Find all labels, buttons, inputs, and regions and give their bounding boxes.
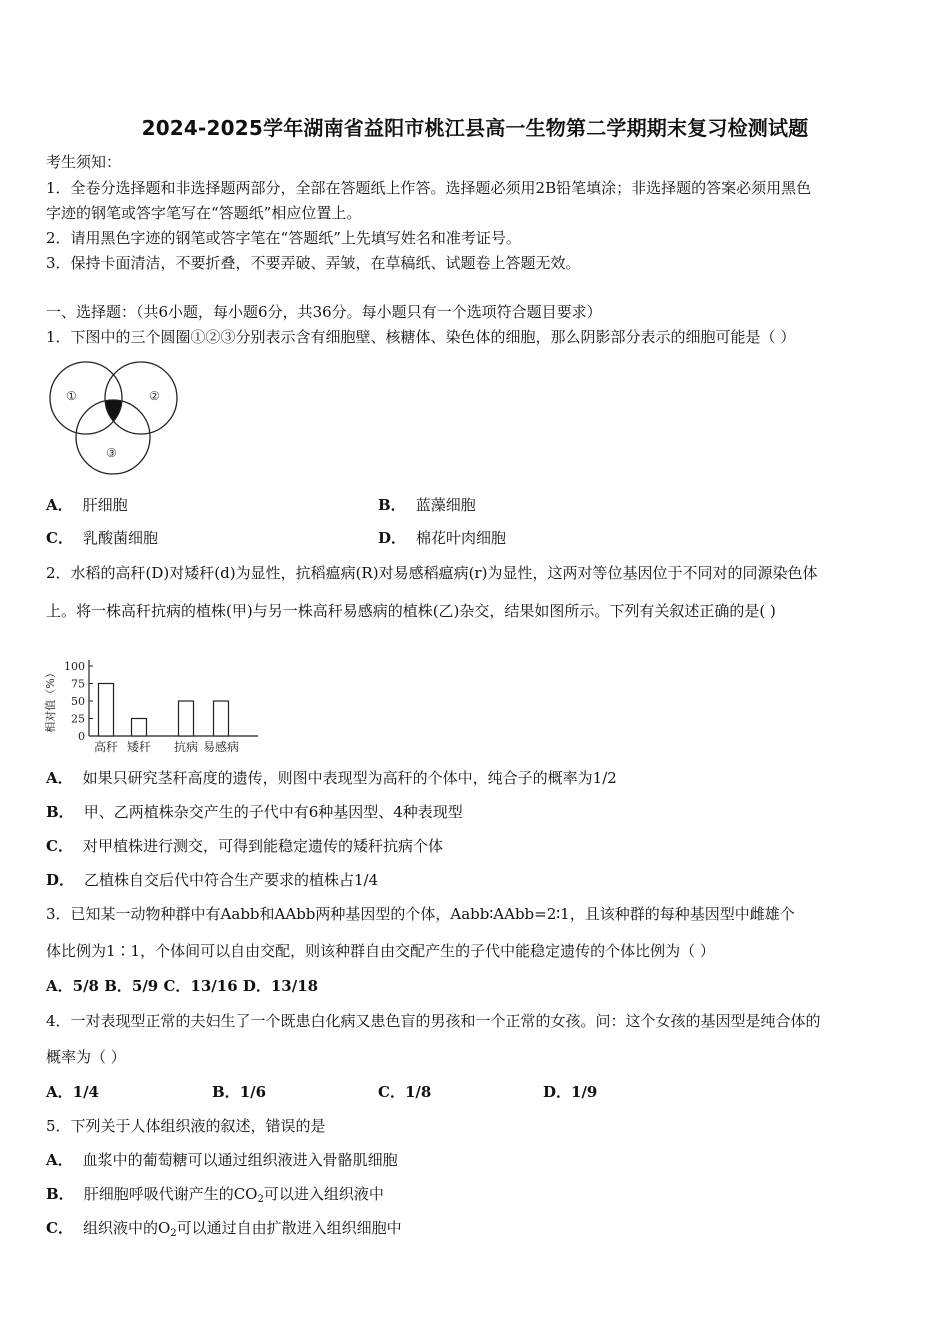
notice-item-1b: 字迹的钢笔或答字笔写在“答题纸”相应位置上。 [46,204,362,222]
option-text: 对甲植株进行测交，可得到能稳定遗传的矮秆抗病个体 [82,837,443,855]
q4-option-a[interactable] [46,1082,99,1102]
q1-option-d[interactable] [378,528,506,548]
option-letter: A． [46,769,73,787]
q1-option-b[interactable] [378,495,476,515]
bar-1 [99,684,114,737]
option-letter: B． [46,803,74,821]
option-text: 肝细胞 [82,496,128,514]
exam-title: 2024-2025学年湖南省益阳市桃江县高一生物第二学期期末复习检测试题 [141,116,809,140]
venn-label-2: ② [149,389,160,403]
x-category-label: 易感病 [202,740,240,754]
option-letter: A． [46,1151,73,1169]
option-letter: C． [378,1083,405,1101]
subscript: 2 [170,1228,177,1239]
bar-4 [214,701,229,736]
y-tick-label: 0 [78,730,85,743]
option-letter: B． [378,496,406,514]
subscript: 2 [257,1194,264,1205]
option-letter: A． [46,496,73,514]
q2-option-b[interactable] [46,802,463,822]
q2-option-d[interactable] [46,870,378,890]
y-tick-label: 25 [71,712,85,726]
option-letter: D． [46,871,75,889]
option-letter: D． [543,1083,572,1101]
y-tick-label: 100 [64,660,85,673]
q1-stem: 1．下图中的三个圆圈①②③分别表示含有细胞壁、核糖体、染色体的细胞，那么阴影部分表示的细胞可能是（ ） [46,328,796,346]
option-letter: D． [378,529,407,547]
q4-option-b[interactable] [212,1082,266,1102]
option-text: 蓝藻细胞 [415,496,476,514]
option-text: 乙植株自交后代中符合生产要求的植株占1/4 [84,871,379,889]
q2-option-c[interactable] [46,836,443,856]
option-text: 棉花叶肉细胞 [416,529,507,547]
y-tick-label: 50 [71,695,85,708]
q3-stem-a: 3．已知某一动物种群中有Aabb和AAbb两种基因型的个体，Aabb∶AAbb=2∶1，且该种群的每种基因型中雌雄个 [46,905,795,923]
q3-stem-b: 体比例为1∶1，个体间可以自由交配，则该种群自由交配产生的子代中能稳定遗传的个体比例为（ ） [46,942,715,960]
venn-diagram [48,358,182,478]
notice-item-2: 2．请用黑色字迹的钢笔或答字笔在“答题纸”上先填写姓名和准考证号。 [46,229,521,247]
option-letter: A． [46,1083,73,1101]
option-text-pre: 肝细胞呼吸代谢产生的CO [83,1185,258,1203]
q2-stem-b: 上。将一株高秆抗病的植株(甲)与另一株高秆易感病的植株(乙)杂交，结果如图所示。下列有关叙述正确的是( ) [46,602,776,620]
y-axis-label: 相对值（%） [44,667,57,733]
q2-option-a[interactable] [46,768,617,788]
x-category-label: 抗病 [173,740,199,754]
bar-2 [132,719,147,737]
option-letter: C． [46,837,73,855]
x-category-label: 矮秆 [126,740,152,754]
option-text: 甲、乙两植株杂交产生的子代中有6种基因型、4种表现型 [83,803,463,821]
q4-option-d[interactable] [543,1082,597,1102]
notice-heading: 考生须知： [46,153,122,171]
option-letter: B． [212,1083,240,1101]
option-text: 乳酸菌细胞 [82,529,158,547]
notice-item-3: 3．保持卡面清洁，不要折叠，不要弄破、弄皱，在草稿纸、试题卷上答题无效。 [46,254,581,272]
q1-option-a[interactable] [46,495,128,515]
q5-option-c[interactable] [46,1218,402,1244]
bar-chart [42,650,267,760]
bar-3 [179,701,194,736]
option-text: 1/6 [239,1083,267,1101]
option-text: 血浆中的葡萄糖可以通过组织液进入骨骼肌细胞 [82,1151,398,1169]
venn-circle-1 [50,362,122,434]
q2-stem-a: 2．水稻的高秆(D)对矮秆(d)为显性，抗稻瘟病(R)对易感稻瘟病(r)为显性，这两对等位基因位于不同对的同源染色体 [46,564,818,582]
option-text-pre: 组织液中的O [82,1219,171,1237]
y-tick-label: 75 [71,677,85,691]
q4-stem-b: 概率为（ ） [46,1048,126,1066]
notice-item-1a: 1．全卷分选择题和非选择题两部分，全部在答题纸上作答。选择题必须用2B铅笔填涂；非选择题的答案必须用黑色 [46,179,812,197]
q3-options[interactable]: A．5/8 B．5/9 C．13/16 D．13/18 [46,977,319,995]
option-text: 1/8 [404,1083,432,1101]
option-text: 1/9 [571,1083,598,1101]
venn-label-3: ③ [106,446,117,460]
venn-label-1: ① [66,389,77,403]
option-letter: C． [46,529,73,547]
option-text: 1/4 [72,1083,99,1101]
q1-option-c[interactable] [46,528,158,548]
q4-option-c[interactable] [378,1082,431,1102]
option-letter: B． [46,1185,74,1203]
option-text-post: 可以通过自由扩散进入组织细胞中 [176,1219,402,1237]
option-letter: C． [46,1219,73,1237]
q5-option-b[interactable] [46,1184,384,1210]
x-category-label: 高秆 [93,740,119,754]
q5-option-a[interactable] [46,1150,398,1170]
q5-stem: 5．下列关于人体组织液的叙述，错误的是 [46,1117,326,1135]
venn-circle-2 [105,362,177,434]
option-text: 如果只研究茎秆高度的遗传，则图中表现型为高秆的个体中，纯合子的概率为1/2 [82,769,617,787]
section-heading: 一、选择题：（共6小题，每小题6分，共36分。每小题只有一个选项符合题目要求） [46,303,602,321]
option-text-post: 可以进入组织液中 [263,1185,384,1203]
q4-stem-a: 4．一对表现型正常的夫妇生了一个既患白化病又患色盲的男孩和一个正常的女孩。问：这个女孩的基因型是纯合体的 [46,1012,821,1030]
